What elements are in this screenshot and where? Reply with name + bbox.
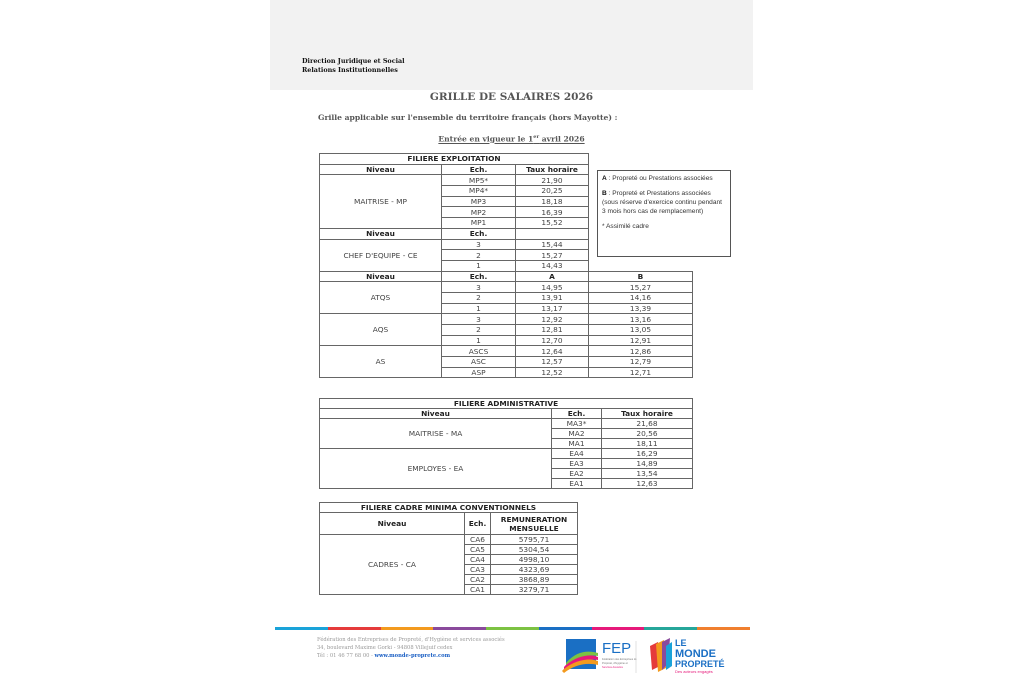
echelon: 3 [442, 239, 516, 250]
rate-a: 12,70 [516, 335, 589, 346]
table-header-row [320, 271, 693, 282]
rate: 16,29 [602, 449, 693, 459]
echelon: ASC [442, 357, 516, 368]
department-line: Relations Institutionnelles [302, 66, 398, 74]
rate: 18,11 [602, 439, 693, 449]
footer-line: Tél : 01 46 77 68 00 - www.monde-proprete.com [317, 653, 451, 659]
table-row [320, 346, 693, 357]
echelon: EA2 [552, 469, 602, 479]
svg-text:Propreté, d'Hygiène et: Propreté, d'Hygiène et [602, 662, 628, 665]
rate: 15,44 [516, 239, 589, 250]
svg-text:PROPRETÉ: PROPRETÉ [675, 659, 725, 669]
department-line: Direction Juridique et Social [302, 57, 405, 65]
fep-logo [562, 637, 637, 675]
rate: 18,18 [516, 196, 589, 207]
table-title-row [320, 399, 693, 409]
monthly-pay: 3279,71 [491, 585, 578, 595]
rate-b: 13,39 [589, 303, 693, 314]
niveau-label: MAITRISE - MA [320, 419, 552, 449]
monthly-pay: 4323,69 [491, 565, 578, 575]
stripe-segment [592, 627, 645, 630]
rate: 15,52 [516, 218, 589, 229]
rate-a: 12,81 [516, 325, 589, 336]
rate-b: 12,91 [589, 335, 693, 346]
rate: 21,90 [516, 175, 589, 186]
column-header: Niveau [320, 271, 442, 282]
niveau-label: CHEF D'EQUIPE - CE [320, 239, 442, 271]
echelon: EA4 [552, 449, 602, 459]
echelon: CA2 [465, 575, 491, 585]
page-title: GRILLE DE SALAIRES 2026 [429, 91, 594, 103]
svg-text:MONDE: MONDE [675, 648, 716, 660]
echelon: EA1 [552, 479, 602, 489]
echelon: 3 [442, 282, 516, 293]
echelon: MP4* [442, 186, 516, 197]
niveau-label: AQS [320, 314, 442, 346]
echelon: ASCS [442, 346, 516, 357]
column-header: Niveau [320, 409, 552, 419]
echelon: EA3 [552, 459, 602, 469]
header-band-top [270, 0, 753, 90]
echelon: MP2 [442, 207, 516, 218]
rate: 15,27 [516, 250, 589, 261]
niveau-label: ATQS [320, 282, 442, 314]
rate: 20,56 [602, 429, 693, 439]
stripe-segment [381, 627, 434, 630]
column-header: Ech. [465, 513, 491, 535]
table-row [320, 419, 693, 429]
column-header: Taux horaire [516, 164, 589, 175]
table-title: FILIERE CADRE MINIMA CONVENTIONNELS [320, 503, 578, 513]
svg-text:Services Associés: Services Associés [602, 666, 623, 669]
monthly-pay: 5304,54 [491, 545, 578, 555]
echelon: MP1 [442, 218, 516, 229]
echelon: ASP [442, 367, 516, 378]
rate-b: 13,05 [589, 325, 693, 336]
table-cell [589, 154, 693, 165]
rate: 20,25 [516, 186, 589, 197]
subtitle: Grille applicable sur l'ensemble du territoire français (hors Mayotte) : [318, 113, 618, 122]
stripe-segment [275, 627, 328, 630]
rate-a: 12,57 [516, 357, 589, 368]
stripe-segment [486, 627, 539, 630]
rate: 16,39 [516, 207, 589, 218]
table-cell [516, 228, 589, 239]
stripe-segment [644, 627, 697, 630]
legend-star: * Assimilé cadre [602, 223, 649, 230]
rate-b: 13,16 [589, 314, 693, 325]
date-sup: er [533, 134, 540, 140]
echelon: CA4 [465, 555, 491, 565]
column-header: Niveau [320, 164, 442, 175]
svg-text:Des acteurs engagés: Des acteurs engagés [675, 669, 713, 674]
echelon: CA1 [465, 585, 491, 595]
table-row [320, 314, 693, 325]
column-header: Ech. [442, 271, 516, 282]
column-header: Niveau [320, 228, 442, 239]
echelon: MA3* [552, 419, 602, 429]
echelon: 1 [442, 260, 516, 271]
table-title-row [320, 503, 578, 513]
echelon: 1 [442, 335, 516, 346]
column-header: A [516, 271, 589, 282]
rate: 14,89 [602, 459, 693, 469]
echelon: MA2 [552, 429, 602, 439]
department-block [302, 57, 405, 75]
svg-text:Fédération des Entreprises de: Fédération des Entreprises de [602, 658, 637, 661]
rate-a: 13,91 [516, 292, 589, 303]
niveau-label: AS [320, 346, 442, 378]
echelon: 2 [442, 325, 516, 336]
stripe-segment [697, 627, 750, 630]
column-header: Ech. [442, 228, 516, 239]
date-suffix: avril 2026 [539, 134, 585, 144]
date-prefix: Entrée en vigueur le 1 [438, 134, 534, 144]
footer-line: Fédération des Entreprises de Propreté, d'Hygiène et services associés [317, 637, 505, 643]
website-link[interactable]: www.monde-proprete.com [374, 653, 451, 659]
rate: 13,54 [602, 469, 693, 479]
niveau-label: EMPLOYES - EA [320, 449, 552, 489]
echelon: 3 [442, 314, 516, 325]
table-cadre [319, 502, 578, 595]
table-title-row [320, 154, 693, 165]
niveau-label: MAITRISE - MP [320, 175, 442, 228]
rate-a: 14,95 [516, 282, 589, 293]
echelon: CA3 [465, 565, 491, 575]
monthly-pay: 5795,71 [491, 535, 578, 545]
rate-b: 12,86 [589, 346, 693, 357]
legend-box [597, 170, 731, 257]
legend-a: A : Propreté ou Prestations associées [602, 175, 713, 182]
table-header-row [320, 409, 693, 419]
column-header: Ech. [442, 164, 516, 175]
fep-text: FEP [602, 640, 632, 657]
rate-a: 12,52 [516, 367, 589, 378]
table-cell [589, 260, 693, 271]
rate-a: 12,64 [516, 346, 589, 357]
rate: 21,68 [602, 419, 693, 429]
table-row [320, 449, 693, 459]
table-header-row [320, 513, 578, 535]
stripe-segment [328, 627, 381, 630]
echelon: 1 [442, 303, 516, 314]
rate: 12,63 [602, 479, 693, 489]
footer-address [317, 636, 505, 660]
echelon: MA1 [552, 439, 602, 449]
rate-a: 12,92 [516, 314, 589, 325]
svg-text:LE: LE [675, 638, 687, 648]
echelon: MP3 [442, 196, 516, 207]
echelon: 2 [442, 292, 516, 303]
echelon: CA5 [465, 545, 491, 555]
echelon: CA6 [465, 535, 491, 545]
echelon: MP5* [442, 175, 516, 186]
table-title: FILIERE ADMINISTRATIVE [320, 399, 693, 409]
rate-b: 15,27 [589, 282, 693, 293]
table-row [320, 535, 578, 545]
rate-b: 12,71 [589, 367, 693, 378]
echelon: 2 [442, 250, 516, 261]
effective-date [270, 134, 753, 144]
column-header: REMUNERATION MENSUELLE [491, 513, 578, 535]
table-administrative [319, 398, 693, 489]
rate: 14,43 [516, 260, 589, 271]
column-header: Taux horaire [602, 409, 693, 419]
table-row [320, 282, 693, 293]
column-header: Niveau [320, 513, 465, 535]
monthly-pay: 3868,89 [491, 575, 578, 585]
legend-b: B : Propreté et Prestations associées (sous réserve d'exercice continu pendant 3 mois hors cas de remplacement) [602, 190, 723, 215]
rate-b: 12,79 [589, 357, 693, 368]
column-header: B [589, 271, 693, 282]
rate-b: 14,16 [589, 292, 693, 303]
stripe-segment [433, 627, 486, 630]
footer-color-stripe [275, 627, 750, 630]
footer-line: 34, boulevard Maxime Gorki - 94808 Villejuif cedex [317, 645, 453, 651]
column-header: Ech. [552, 409, 602, 419]
niveau-label: CADRES - CA [320, 535, 465, 595]
rate-a: 13,17 [516, 303, 589, 314]
monde-proprete-logo [648, 636, 728, 676]
stripe-segment [539, 627, 592, 630]
table-title: FILIERE EXPLOITATION [320, 154, 589, 165]
monthly-pay: 4998,10 [491, 555, 578, 565]
